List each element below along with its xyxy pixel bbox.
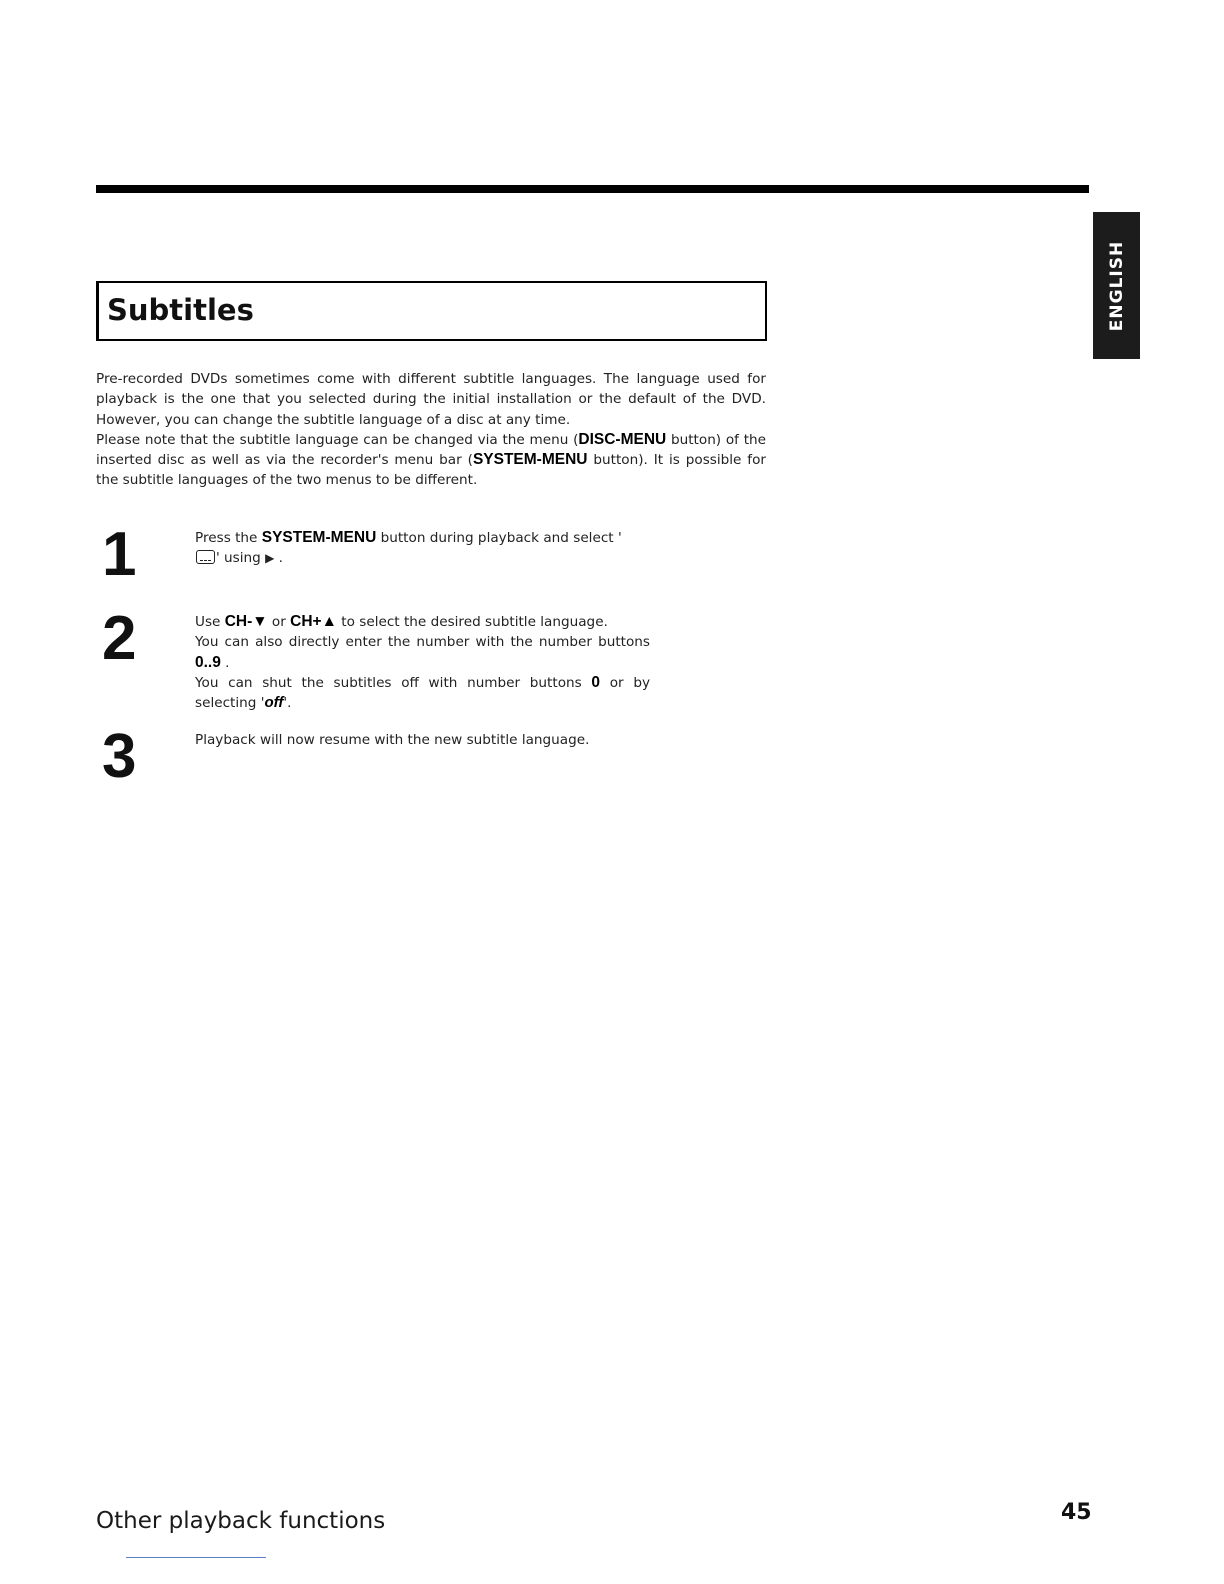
off-option: off bbox=[264, 694, 284, 712]
intro-p2-b: button) of the inserted disc as well as via the recorder's menu bar ( bbox=[96, 431, 767, 469]
step-3-number: 3 bbox=[102, 722, 137, 791]
step-2-b: or bbox=[267, 614, 291, 630]
footer-underline bbox=[126, 1557, 266, 1558]
language-tab-label: ENGLISH bbox=[1106, 240, 1127, 331]
step-1-d: . bbox=[274, 550, 283, 567]
intro-paragraph-2 bbox=[96, 430, 766, 491]
disc-menu-key: DISC-MENU bbox=[578, 430, 667, 448]
step-2-line3c: '. bbox=[283, 695, 292, 712]
step-2-text bbox=[195, 612, 650, 713]
play-arrow-icon: ▶ bbox=[265, 551, 275, 566]
step-3-body: Playback will now resume with the new subtitle language. bbox=[195, 732, 590, 748]
step-1-text bbox=[195, 528, 650, 569]
step-1-c: ' using bbox=[216, 550, 266, 567]
page-number: 45 bbox=[1061, 1500, 1092, 1525]
ch-up-key: CH+▲ bbox=[290, 613, 337, 630]
step-2-a: Use bbox=[195, 614, 225, 630]
step-2-line2: You can also directly enter the number with the number buttons bbox=[195, 634, 650, 651]
step-2-d: . bbox=[220, 654, 230, 671]
step-1-number: 1 bbox=[102, 520, 137, 589]
step-1-b: button during playback and select ' bbox=[376, 530, 622, 546]
footer-section-name: Other playback functions bbox=[96, 1508, 386, 1534]
step-2-line3b: or by selecting ' bbox=[195, 674, 650, 712]
system-menu-key: SYSTEM-MENU bbox=[472, 451, 588, 469]
section-title-box bbox=[96, 281, 767, 341]
subtitle-icon bbox=[196, 550, 215, 564]
intro-paragraph-1: Pre-recorded DVDs sometimes come with different subtitle languages. The language used for playback is the one that you selected during the initial installation or the default of the DVD. However, you can change the subtitle language of a disc at any time. bbox=[96, 371, 766, 428]
section-title: Subtitles bbox=[107, 293, 254, 327]
top-rule bbox=[96, 185, 1089, 193]
language-tab bbox=[1093, 212, 1140, 359]
step-2-line3a: You can shut the subtitles off with number buttons bbox=[195, 674, 592, 691]
intro-p2-c: button). It is possible for the subtitle languages of the two menus to be different. bbox=[96, 452, 766, 489]
step-2-number: 2 bbox=[102, 604, 137, 673]
step-3-text bbox=[195, 730, 650, 750]
intro-p2-a: Please note that the subtitle language can be changed via the menu ( bbox=[96, 431, 579, 448]
intro-text bbox=[96, 369, 766, 491]
zero-key: 0 bbox=[591, 673, 601, 691]
number-keys: 0..9 bbox=[195, 653, 221, 671]
ch-down-key: CH-▼ bbox=[224, 613, 268, 630]
step-1-a: Press the bbox=[195, 530, 262, 546]
step-1-key: SYSTEM-MENU bbox=[261, 529, 377, 546]
step-2-c: to select the desired subtitle language. bbox=[336, 614, 608, 630]
